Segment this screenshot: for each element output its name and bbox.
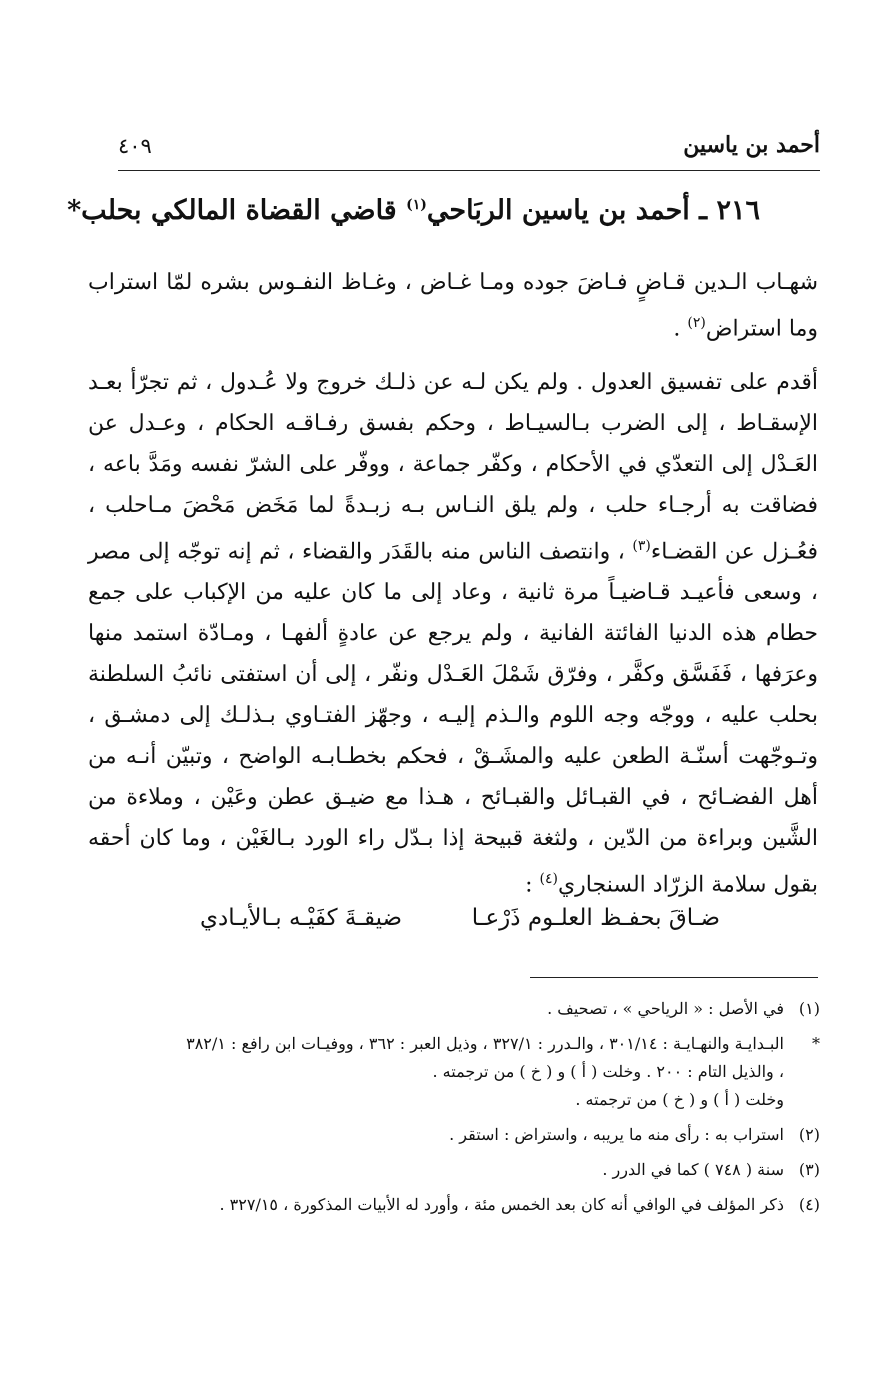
page-number: ٤٠٩ xyxy=(118,134,152,158)
footnote-text xyxy=(180,1030,784,1114)
body-paragraph xyxy=(88,362,818,906)
entry-title-text: ٢١٦ ـ أحمد بن ياسين الربَاحي xyxy=(426,195,760,226)
footnote xyxy=(180,1030,820,1114)
footnote-line: البـدايـة والنهـايـة : ٣٠١/١٤ ، والـدرر : ٣٢٧/١ ، وذيل العبر : ٣٦٢ ، ووفيـات ابن رافع : ٣٨٢/١ ، والذيل التام : ٢٠٠ . وخلت ( أ ) و ( خ ) من ترجمته . xyxy=(186,1034,784,1081)
intro-text: شهـاب الـدين قـاضٍ فـاضَ جوده ومـا غـاض ، وغـاظ النفـوس بشره لمّا استراب وما استراض xyxy=(88,270,818,342)
footnote-text xyxy=(180,1191,784,1219)
verse-second-hemistich: ضيقـةَ كفَيْـه بـالأيـادي xyxy=(200,905,403,931)
intro-tail: . xyxy=(673,316,688,342)
footnote-line: في الأصل : « الرياحي » ، تصحيف . xyxy=(547,999,784,1018)
footnote-line: ذكر المؤلف في الوافي أنه كان بعد الخمس مئة ، وأورد له الأبيات المذكورة ، ٣٢٧/١٥ . xyxy=(219,1195,784,1214)
footnote xyxy=(180,995,820,1023)
footnote-line: وخلت ( أ ) و ( خ ) من ترجمته . xyxy=(575,1090,784,1109)
footnote-number: (٣) xyxy=(798,1160,820,1179)
intro-paragraph xyxy=(88,262,818,349)
entry-title-tail: قاضي القضاة المالكي بحلب* xyxy=(67,195,407,226)
footnote xyxy=(180,1121,820,1149)
footnote xyxy=(180,1191,820,1219)
page-header xyxy=(118,130,820,171)
footnote-number: * xyxy=(812,1034,820,1053)
footnote-text xyxy=(180,1121,784,1149)
poem-verse xyxy=(200,905,720,931)
body-text-part-2: ، وانتصف الناس منه بالقَدَر والقضاء ، ثم إنه توجّه إلى مصر ، وسعى فأعيـد قـاضيـاً مرة ثانية ، وعاد إلى ما كان عليه من الإكباب على جمع حطام هذه الدنيا الفائتة الفانية ، ولم يرجع عن عادةٍ ألفهـا ، ومـادّة استمد منها وعرَفها ، فَفَسَّق وكفَّر ، وفرّق شَمْلَ العَـدْل ونفّر ، إلى أن استفتى نائبُ السلطنة بحلب عليه ، ووجّه وجه اللوم والـذم إليـه ، وجهّز الفتـاوي بـذلـك إلى دمشـق ، وتـوجّهت أسنّـة الطعن عليه والمشَـقْ ، فحكم بخطـابـه الواضح ، وتبيّن أنـه من أهل الفضـائح ، في القبـائل والقبـائح ، هـذا مع ضيـق عطن وعَيْن ، وملاءة من الشَّين وبراءة من الدّين ، ولثغة قبيحة إذا بـدّل راء الورد بـالغَيْن ، وما كان أحقه بقول سلامة الزرّاد السنجاري xyxy=(88,539,818,898)
footnote-number: (٤) xyxy=(798,1195,820,1214)
footnote-text xyxy=(180,995,784,1023)
footnote-number: (١) xyxy=(798,999,820,1018)
body-footnote-ref-4: (٤) xyxy=(539,871,558,888)
footnote xyxy=(180,1156,820,1184)
footnote-separator xyxy=(530,977,818,978)
footnote-text xyxy=(180,1156,784,1184)
title-footnote-ref: (١) xyxy=(406,197,427,213)
verse-first-hemistich: ضـاقَ بحفـظ العلـوم ذَرْعـا xyxy=(471,905,720,931)
footnote-line: استراب به : رأى منه ما يريبه ، واستراض : استقر . xyxy=(449,1125,784,1144)
body-tail: : xyxy=(525,872,540,898)
running-title: أحمد بن ياسين xyxy=(683,132,820,158)
footnotes xyxy=(180,995,820,1226)
intro-footnote-ref: (٢) xyxy=(687,315,706,331)
body-footnote-ref-3: (٣) xyxy=(632,538,651,554)
footnote-line: سنة ( ٧٤٨ ) كما في الدرر . xyxy=(602,1160,784,1179)
body-text-part-1: أقدم على تفسيق العدول . ولم يكن لـه عن ذلـك خروج ولا عُـدول ، ثم تجرّأ بعـد الإسقـاط ، إلى الضرب بـالسيـاط ، وحكم بفسق رفـاقـه الحكام ، وعـدل عن العَـدْل إلى التعدّي في الأحكام ، وكفّر جماعة ، ووفّر على الشرّ نفسه ومَدَّ باعه ، فضاقت به أرجـاء حلب ، ولم يلق النـاس بـه زبـدةً لما مَخَض مَحْضَ مـاحلب ، فعُـزل عن القضـاء xyxy=(88,370,818,565)
entry-title xyxy=(67,195,760,226)
footnote-number: (٢) xyxy=(798,1125,820,1144)
